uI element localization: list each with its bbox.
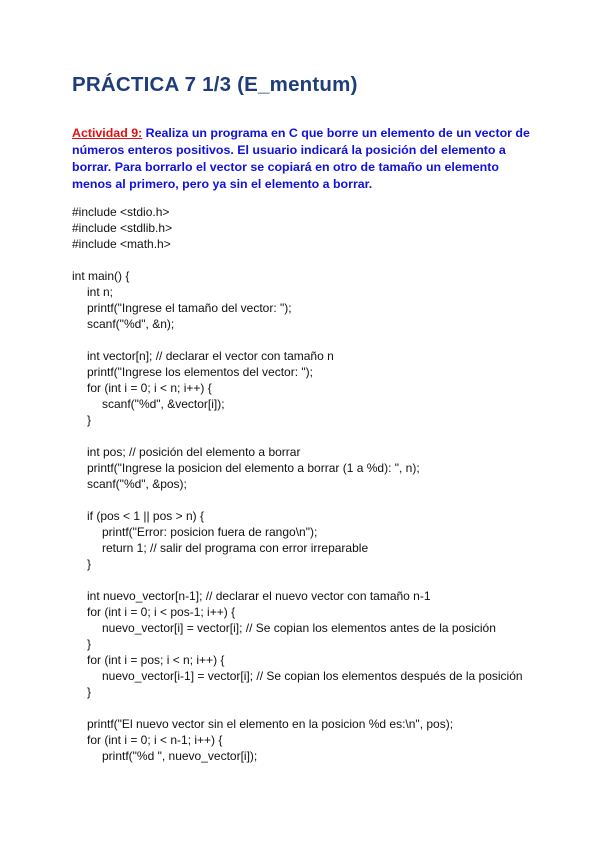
code-line: }	[87, 557, 92, 571]
code-line	[72, 428, 523, 444]
code-line: scanf("%d", &vector[i]);	[102, 397, 225, 411]
code-line: nuevo_vector[i] = vector[i]; // Se copian los elementos antes de la posición	[102, 621, 496, 635]
code-line: int n;	[87, 285, 114, 299]
code-line	[72, 492, 523, 508]
code-line: printf("Ingrese el tamaño del vector: ");	[87, 301, 292, 315]
code-line: for (int i = 0; i < n-1; i++) {	[87, 733, 223, 747]
code-line	[72, 700, 523, 716]
code-line: }	[87, 637, 92, 651]
activity-text: Realiza un programa en C que borre un elemento de un vector de números enteros positivos. El usuario indicará la posición del elemento a borrar. Para borrarlo el vector se copiará en otro de tamaño un elemento menos al primero, pero ya sin el elemento a borrar.	[72, 126, 530, 191]
code-line: nuevo_vector[i-1] = vector[i]; // Se copian los elementos después de la posición	[102, 669, 523, 683]
code-line: int main() {	[72, 269, 130, 283]
code-line	[72, 332, 523, 348]
code-line	[72, 572, 523, 588]
code-line: int vector[n]; // declarar el vector con tamaño n	[87, 349, 334, 363]
code-line: for (int i = 0; i < n; i++) {	[87, 381, 212, 395]
code-line: int pos; // posición del elemento a borrar	[87, 445, 301, 459]
code-line: #include <stdlib.h>	[72, 221, 173, 235]
code-line: #include <stdio.h>	[72, 205, 170, 219]
code-line: if (pos < 1 || pos > n) {	[87, 509, 204, 523]
code-line: }	[87, 413, 92, 427]
code-line: printf("Ingrese la posicion del elemento a borrar (1 a %d): ", n);	[87, 461, 420, 475]
code-line: return 1; // salir del programa con error irreparable	[102, 541, 369, 555]
code-line: for (int i = pos; i < n; i++) {	[87, 653, 225, 667]
code-line: printf("Ingrese los elementos del vector: ");	[87, 365, 313, 379]
code-block	[72, 204, 523, 764]
code-line: }	[87, 685, 92, 699]
activity-label: Actividad 9:	[72, 126, 143, 140]
code-line: printf("%d ", nuevo_vector[i]);	[102, 749, 258, 763]
code-line: for (int i = 0; i < pos-1; i++) {	[87, 605, 236, 619]
code-line: scanf("%d", &n);	[87, 317, 175, 331]
code-line: printf("El nuevo vector sin el elemento en la posicion %d es:\n", pos);	[87, 717, 454, 731]
code-line: int nuevo_vector[n-1]; // declarar el nuevo vector con tamaño n-1	[87, 589, 431, 603]
code-line: printf("Error: posicion fuera de rango\n");	[102, 525, 318, 539]
page-title: PRÁCTICA 7 1/3 (E_mentum)	[72, 73, 358, 96]
code-line	[72, 252, 523, 268]
code-line: scanf("%d", &pos);	[87, 477, 187, 491]
code-line: #include <math.h>	[72, 237, 171, 251]
activity-statement	[72, 125, 532, 193]
